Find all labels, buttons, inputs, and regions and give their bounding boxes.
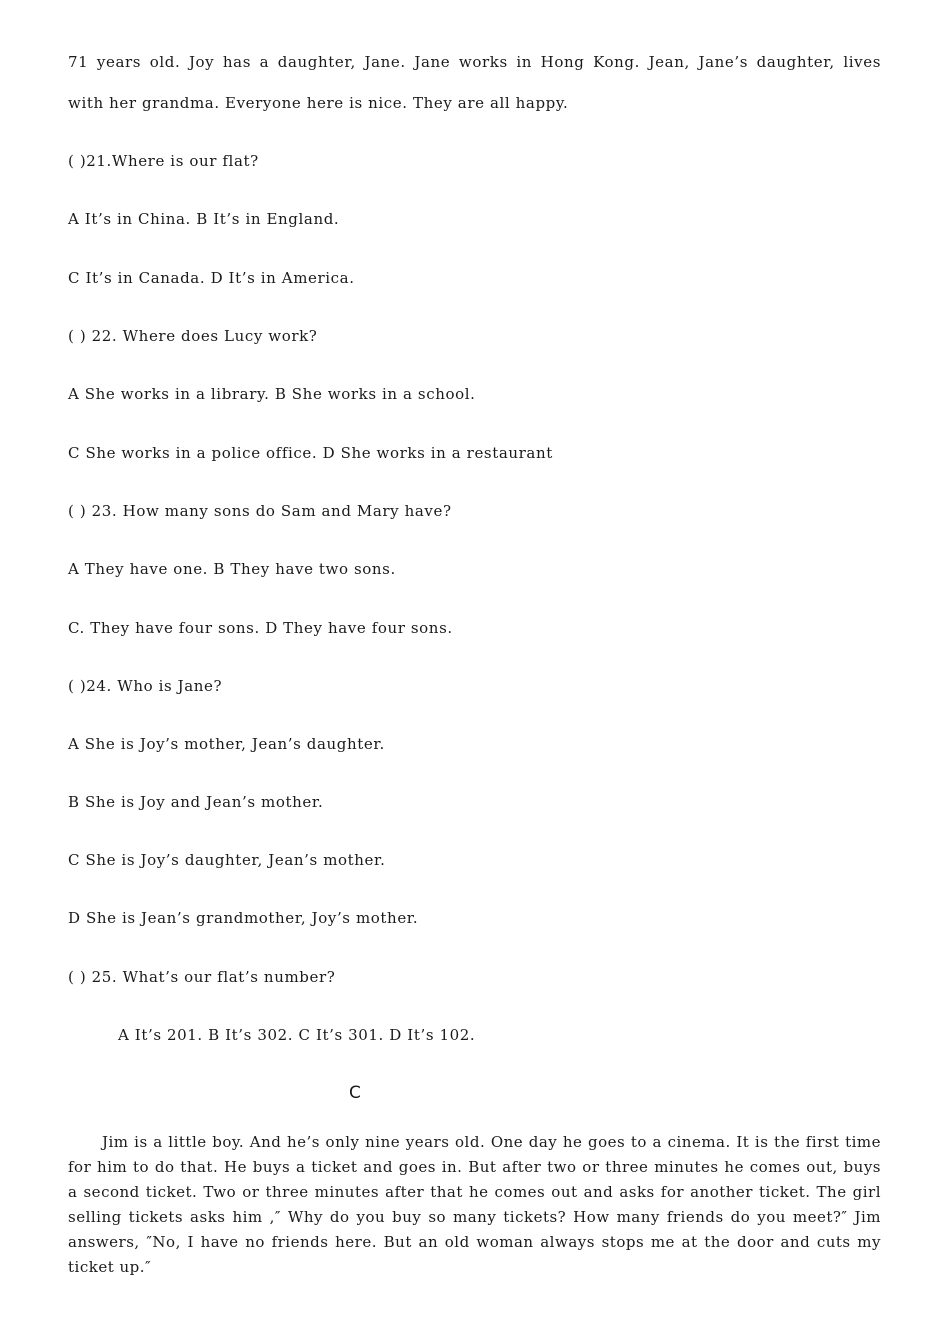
question-25-stem: ( ) 25. What’s our flat’s number?: [68, 968, 336, 986]
passage-line: 71 years old. Joy has a daughter, Jane. Jane works in Hong Kong. Jean, Jane’s daughter, lives: [68, 53, 881, 71]
passage-line: with her grandma. Everyone here is nice. They are all happy.: [68, 94, 569, 112]
question-21-options-cd: C It’s in Canada. D It’s in America.: [68, 269, 355, 287]
question-23-stem: ( ) 23. How many sons do Sam and Mary have?: [68, 502, 452, 520]
question-24-option-b: B She is Joy and Jean’s mother.: [68, 793, 324, 811]
question-22-stem: ( ) 22. Where does Lucy work?: [68, 327, 318, 345]
question-23-options-ab: A They have one. B They have two sons.: [68, 560, 396, 578]
question-21-options-ab: A It’s in China. B It’s in England.: [68, 210, 340, 228]
section-heading: C: [349, 1083, 361, 1103]
question-22-options-cd: C She works in a police office. D She works in a restaurant: [68, 444, 553, 462]
question-22-options-ab: A She works in a library. B She works in a school.: [68, 385, 476, 403]
question-24-option-c: C She is Joy’s daughter, Jean’s mother.: [68, 851, 386, 869]
question-21-stem: ( )21.Where is our flat?: [68, 152, 259, 170]
question-23-options-cd: C. They have four sons. D They have four sons.: [68, 619, 453, 637]
section-c-paragraph: Jim is a little boy. And he’s only nine years old. One day he goes to a cinema. It is the first time for him to do that. He buys a ticket and goes in. But after two or three minutes he comes out, buys a second ticket. Two or three minutes after that he comes out and asks for another ticket. The girl selling tickets asks him ,″ Why do you buy so many tickets? How many friends do you meet?″ Jim answers, ″No, I have no friends here. But an old woman always stops me at the door and cuts my ticket up.″: [68, 1133, 881, 1276]
question-24-option-a: A She is Joy’s mother, Jean’s daughter.: [68, 735, 385, 753]
question-25-options: A It’s 201. B It’s 302. C It’s 301. D It’s 102.: [118, 1026, 476, 1044]
question-24-option-d: D She is Jean’s grandmother, Joy’s mother.: [68, 909, 419, 927]
question-24-stem: ( )24. Who is Jane?: [68, 677, 223, 695]
